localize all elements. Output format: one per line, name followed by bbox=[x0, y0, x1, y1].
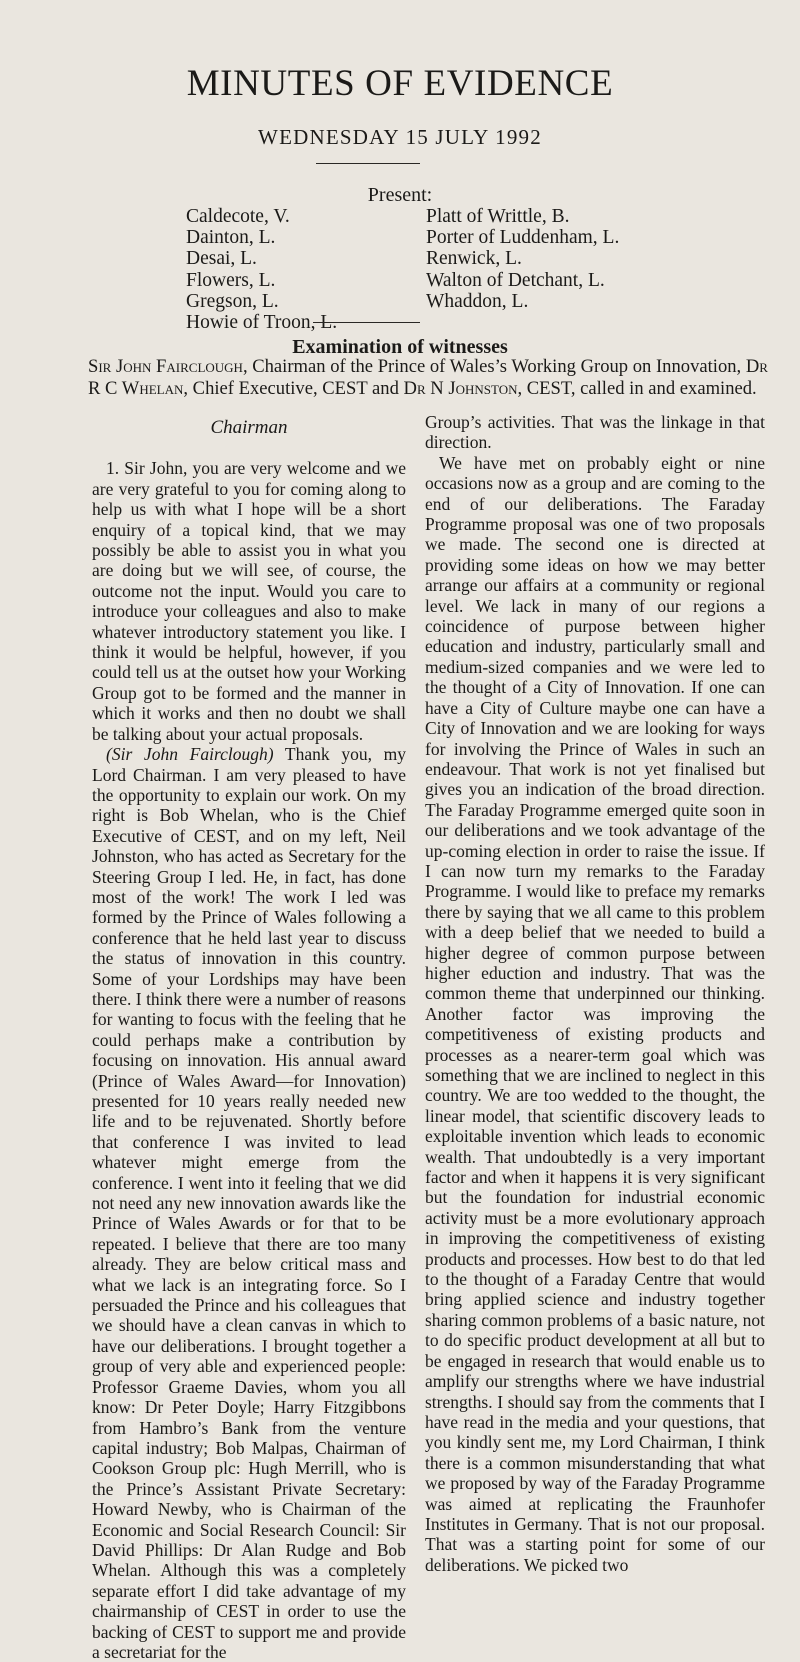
member-name: Walton of Detchant, L. bbox=[426, 269, 605, 291]
present-heading: Present: bbox=[367, 184, 433, 206]
witness-text: , CEST, called in and examined. bbox=[517, 377, 757, 399]
witness-name: Dr N Johnston bbox=[403, 377, 518, 399]
question-paragraph: 1. Sir John, you are very welcome and we are very grateful to you for coming along to help us with what I hope will be a short enquiry of a topical kind, that we may possibly be able to assist you in what you are doing but we will see, of course, the outcome not the input. Would you care to introduce your colleagues and also to make whatever introductory statement you like. I think it would be helpful, however, if you could tell us at the outset how your Working Group got to be formed and the manner in which it works and then no doubt we shall be talking about your actual proposals. bbox=[92, 458, 406, 744]
member-name: Caldecote, V. bbox=[186, 206, 290, 227]
members-list-left bbox=[186, 206, 337, 333]
witness-text: , Chairman of the Prince of Wales’s Working Group on Innovation, bbox=[242, 356, 746, 377]
member-name: Dainton, L. bbox=[186, 227, 276, 249]
witness-name: Sir John Fairclough bbox=[88, 356, 243, 377]
answer-paragraph: We have met on probably eight or nine occasions now as a group and are coming to the end of our deliberations. The Faraday Programme proposal was one of two proposals we made. The second one is directed at providing some ideas on how we may better arrange our affairs at a community or regional level. We lack in many of our regions a coincidence of purpose between higher education and industry, particularly small and medium-sized companies and we were led to the thought of a City of Innovation. If one can have a City of Culture maybe one can have a City of Innovation and we are looking for ways for involving the Prince of Wales in such an endeavour. That work is not yet finalised but gives you an indication of the broad direction. The Faraday Programme emerged quite soon in our deliberations and we took advantage of the up-coming election in order to raise the issue. If I can now turn my remarks to the Faraday Programme. I would like to preface my remarks there by saying that we all came to this problem with a deep belief that we needed to build a higher degree of common purpose between higher eduction and industry. That was the common theme that underpinned our thinking. Another factor was improving the competitiveness of existing products and processes as a nearer-term goal which was something that we are inclined to neglect in this country. We are too wedded to the thought, the linear model, that scientific discovery leads to exploitable invention which leads to economic wealth. That undoubtedly is a very important factor and when it happens it is very significant but the foundation for industrial economic activity must be a more evolutionary approach in improving the competitiveness of existing products and processes. How best to do that led to the thought of a Faraday Centre that would bring applied science and industry together sharing common problems of a basic nature, not to do specific product development at all but to be engaged in research that would enable us to amplify our strengths where we have industrial strengths. I should say from the comments that I have read in the media and your questions, that you kindly sent me, my Lord Chairman, I think there is a common misunderstanding that what we proposed by way of the Faraday Programme was aimed at replicating the Fraunhofer Institutes in Germany. That is not our proposal. That was a starting point for some of our deliberations. We picked two bbox=[425, 452, 765, 1575]
member-name: Renwick, L. bbox=[426, 248, 522, 270]
member-name: Whaddon, L. bbox=[426, 290, 529, 312]
left-column bbox=[92, 412, 406, 1662]
member-name: Platt of Writtle, B. bbox=[426, 206, 570, 227]
answer-text: Thank you, my Lord Chairman. I am very pleased to have the opportunity to explain our work. On my right is Bob Whelan, who is the Chief Executive of CEST, and on my left, Neil Johnston, who has acted as Secretary for the Steering Group I led. He, in fact, has done most of the work! The work I led was formed by the Prince of Wales following a conference that he held last year to discuss the status of innovation in this country. Some of your Lordships may have been there. I think there were a number of reasons for wanting to focus with the feeling that he could perhaps make a contribution by focusing on innovation. His annual award (Prince of Wales Award—for Innovation) presented for 10 years really needed new life and to be rejuvenated. Shortly before that conference I was invited to lead whatever might emerge from the conference. I went into it feeling that we did not need any new innovation awards like the Prince of Wales Awards or for that to be repeated. I believe that there are too many already. They are below critical mass and what we lack is an integrating force. So I persuaded the Prince and his colleagues that we should have a clean canvas in which to have our deliberations. I brought together a group of very able and experienced people: Professor Graeme Davies, whom you all know: Dr Peter Doyle; Harry Fitzgibbons from Hambro’s Bank from the venture capital industry; Bob Malpas, Chairman of Cookson Group plc: Hugh Merrill, who is the Prince’s Assistant Private Secretary: Howard Newby, who is Chairman of the Economic and Social Research Council: Sir David Phillips: Dr Alan Rudge and Bob Whelan. Although this was a completely separate effort I did take advantage of my chairmanship of CEST in order to use the backing of CEST to support me and provide a secretariat for the bbox=[92, 744, 406, 1662]
witness-statement bbox=[88, 356, 768, 399]
witness-text: , Chief Executive, CEST and bbox=[183, 377, 404, 399]
session-date: WEDNESDAY 15 JULY 1992 bbox=[258, 125, 542, 149]
answer-paragraph bbox=[92, 744, 406, 1662]
member-name: Flowers, L. bbox=[186, 269, 276, 291]
speaker-label: (Sir John Fairclough) bbox=[106, 744, 274, 765]
member-name: Howie of Troon, L. bbox=[186, 312, 338, 334]
member-name: Desai, L. bbox=[186, 248, 257, 270]
continued-paragraph: Group’s activities. That was the linkage in that direction. bbox=[425, 412, 765, 453]
member-name: Gregson, L. bbox=[186, 290, 279, 312]
members-list-right bbox=[426, 206, 619, 312]
witness-name: Dr R C Whelan bbox=[88, 356, 768, 399]
divider-top bbox=[316, 163, 420, 164]
examination-heading: Examination of witnesses bbox=[292, 336, 508, 358]
page-title: MINUTES OF EVIDENCE bbox=[186, 63, 614, 104]
member-name: Porter of Luddenham, L. bbox=[426, 227, 620, 249]
right-column bbox=[425, 412, 765, 1575]
divider-middle bbox=[313, 322, 420, 323]
chairman-heading: Chairman bbox=[210, 417, 288, 438]
